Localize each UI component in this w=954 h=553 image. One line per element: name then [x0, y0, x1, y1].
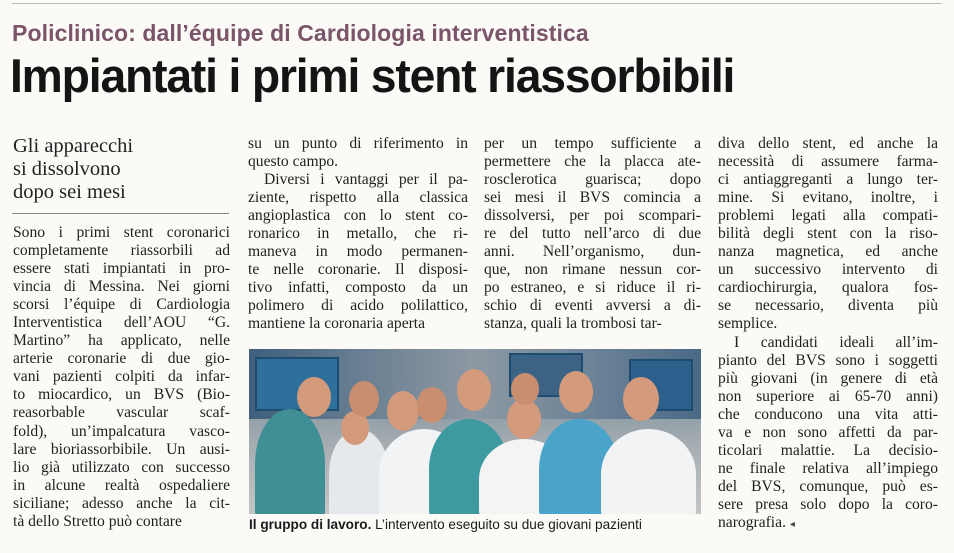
article-line: sei mesi il BVS comincia a	[484, 189, 701, 207]
article-line: sere presa solo dopo la coro-	[718, 495, 938, 513]
photo-person-head	[559, 371, 593, 413]
article-line: anni. Nell’organismo, dun-	[484, 243, 701, 261]
photo-person-head	[297, 377, 331, 417]
article-line: cardiochirurgia, qualora fos-	[718, 279, 938, 297]
article-line: scorsi l’équipe di Cardiologia	[13, 296, 230, 314]
article-line: stanza, quali la trombosi tar-	[484, 315, 662, 333]
article-line: pianto del BVS sono i soggetti	[718, 351, 938, 369]
article-line: narografia. ◂	[718, 513, 795, 531]
article-line: tà dello Stretto può contare	[13, 512, 182, 530]
article-line: arterie coronarie di due gio-	[13, 350, 230, 368]
article-line: polimero di acido polilattico,	[248, 297, 468, 315]
article-line: te nelle coronarie. Il disposi-	[248, 261, 468, 279]
article-line: ne finale relativa all’impiego	[718, 459, 938, 477]
article-line: ronarico in metallo, che ri-	[248, 225, 468, 243]
caption-title: Il gruppo di lavoro.	[249, 517, 372, 532]
kicker: Policlinico: dall’équipe di Cardiologia interventistica	[12, 20, 589, 46]
article-line: tivo infatti, composto da un	[248, 279, 468, 297]
photo-person-head	[349, 381, 379, 417]
article-line: bilità degli stent con la riso-	[718, 225, 938, 243]
caption-text: L’intervento eseguito su due giovani pazienti	[371, 517, 642, 532]
photo-person-head	[623, 377, 659, 421]
article-line: va e non sono affetti da par-	[718, 423, 938, 441]
article-column-1	[13, 224, 230, 531]
article-line: Diversi i vantaggi per il pa-	[264, 171, 468, 189]
end-of-article-icon: ◂	[789, 518, 795, 530]
article-line: Interventistica dell’AOU “G.	[13, 314, 230, 332]
article-line: ziente, rispetto alla classica	[248, 189, 468, 207]
article-line: necessità di assumere farma-	[718, 153, 938, 171]
article-line: non superiore ai 65-70 anni)	[718, 387, 938, 405]
article-line: su un punto di riferimento in	[248, 135, 468, 152]
article-line: vincia di Messina. Nei giorni	[13, 278, 230, 296]
article-line: po estraneo, e si riduce il ri-	[484, 279, 701, 297]
subhead-line: Gli apparecchi	[13, 135, 134, 157]
article-column-3	[484, 135, 701, 334]
article-line: reasorbable vascular scaf-	[13, 404, 230, 422]
article-line: nanza magnetica, ed anche	[718, 243, 938, 261]
article-line: semplice.	[718, 315, 778, 333]
article-line: problemi legati alla compati-	[718, 207, 938, 225]
article-line: completamente riassorbili ad	[13, 242, 230, 260]
article-line: per un tempo sufficiente a	[484, 135, 701, 152]
article-line: schio di eventi avversi a di-	[484, 297, 701, 315]
headline: Impiantati i primi stent riassorbibili	[10, 49, 735, 102]
article-line: que, non rimane nessun cor-	[484, 261, 701, 279]
photo-person-head	[511, 373, 539, 405]
photo-person	[601, 429, 696, 514]
photo-person-head	[387, 391, 419, 431]
article-line: vani pazienti colpiti da infar-	[13, 368, 230, 386]
article-line: dissolversi, per poi scompari-	[484, 207, 701, 225]
article-line: to miocardico, un BVS (Bio-	[13, 386, 230, 404]
article-line: mine. Si evitano, inoltre, i	[718, 189, 938, 207]
article-line: Martino” ha applicato, nelle	[13, 332, 230, 350]
team-photo	[249, 349, 701, 514]
article-line: Sono i primi stent coronarici	[13, 224, 230, 241]
article-line: re del tutto nell’arco di due	[484, 225, 701, 243]
article-line: ticolari malattie. La decisio-	[718, 441, 938, 459]
article-line: mantiene la coronaria aperta	[248, 315, 426, 333]
photo-person-head	[457, 369, 491, 411]
article-line: I candidati ideali all’im-	[734, 333, 938, 351]
top-rule	[12, 3, 942, 4]
article-line: essere stati impiantati in pro-	[13, 260, 230, 278]
photo-person	[255, 409, 325, 514]
article-line: più giovani (in genere di età	[718, 369, 938, 387]
article-line: se necessario, diventa più	[718, 297, 938, 315]
article-line: diva dello stent, ed anche la	[718, 135, 938, 152]
article-line: del BVS, comunque, può es-	[718, 477, 938, 495]
photo-caption	[249, 517, 642, 532]
article-line: in alcune realtà ospedaliere	[13, 476, 230, 494]
article-line: questo campo.	[248, 153, 339, 171]
subhead-line: si dissolvono	[13, 158, 121, 180]
article-line: che conducono una vita atti-	[718, 405, 938, 423]
photo-person-head	[507, 399, 541, 439]
article-line: angioplastica con lo stent co-	[248, 207, 468, 225]
photo-person-head	[417, 387, 447, 423]
article-column-4	[718, 135, 938, 532]
article-line: siciliane; adesso anche la cit-	[13, 494, 230, 512]
article-line: lio già utilizzato con successo	[13, 458, 230, 476]
subhead-line: dopo sei mesi	[13, 181, 126, 203]
article-line: fold), un’impalcatura vasco-	[13, 422, 230, 440]
article-line: permettere che la placca ate-	[484, 153, 701, 171]
article-line: ci antiaggreganti a lungo ter-	[718, 171, 938, 189]
article-line: lare bioriassorbibile. Un ausi-	[13, 440, 230, 458]
article-column-2	[248, 135, 468, 334]
article-line: un successivo intervento di	[718, 261, 938, 279]
article-line: maneva in modo permanen-	[248, 243, 468, 261]
article-line: rosclerotica guarisca; dopo	[484, 171, 701, 189]
subhead-rule	[12, 213, 229, 214]
subhead	[13, 135, 233, 204]
